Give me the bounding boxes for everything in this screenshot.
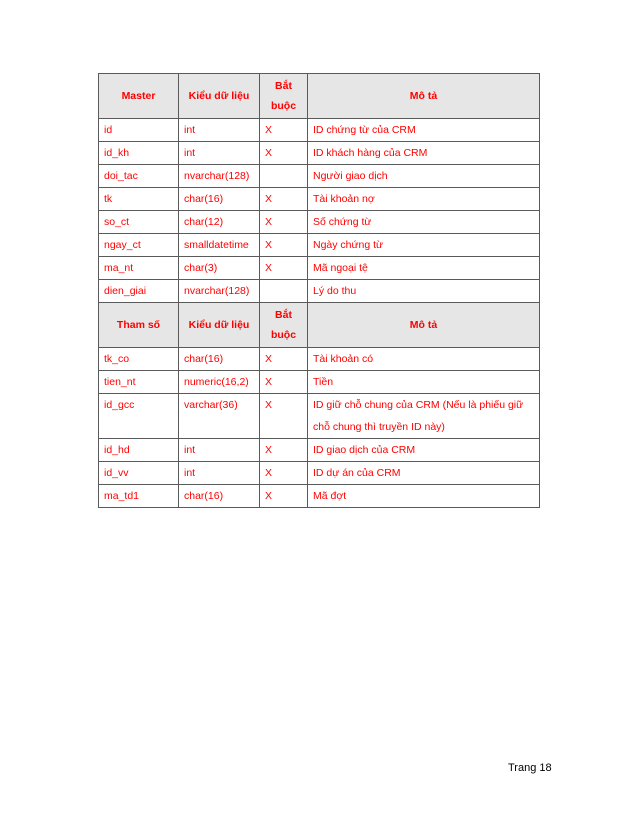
description-cell: Tài khoản nợ [308,188,540,211]
description-cell: ID chứng từ của CRM [308,119,540,142]
table-row [99,371,540,394]
field-spec-table [98,73,540,508]
param-header-row [99,303,540,348]
required-cell: X [260,188,308,211]
field-name-cell: id_kh [99,142,179,165]
required-cell: X [260,462,308,485]
description-cell: ID dự án của CRM [308,462,540,485]
data-type-cell: char(12) [179,211,260,234]
table-row [99,165,540,188]
field-name-cell: id_gcc [99,394,179,439]
table-row [99,348,540,371]
field-name-cell: ma_nt [99,257,179,280]
required-cell: X [260,439,308,462]
field-name-cell: dien_giai [99,280,179,303]
data-type-cell: numeric(16,2) [179,371,260,394]
description-cell: Người giao dịch [308,165,540,188]
data-type-cell: char(16) [179,485,260,508]
required-cell [260,165,308,188]
description-cell: Số chứng từ [308,211,540,234]
table-row [99,188,540,211]
field-name-cell: so_ct [99,211,179,234]
column-header-type: Kiểu dữ liệu [179,303,260,348]
required-cell: X [260,348,308,371]
column-header-description: Mô tả [308,303,540,348]
field-name-cell: tk_co [99,348,179,371]
column-header-required: Bắt buộc [260,303,308,348]
field-name-cell: id_hd [99,439,179,462]
table-row [99,119,540,142]
description-cell: Tiền [308,371,540,394]
field-name-cell: tk [99,188,179,211]
data-type-cell: char(3) [179,257,260,280]
data-type-cell: char(16) [179,348,260,371]
data-type-cell: int [179,119,260,142]
required-cell: X [260,234,308,257]
table-row [99,439,540,462]
required-cell: X [260,371,308,394]
data-type-cell: smalldatetime [179,234,260,257]
column-header-description: Mô tả [308,74,540,119]
field-name-cell: ma_td1 [99,485,179,508]
page-number: Trang 18 [508,762,552,774]
field-name-cell: ngay_ct [99,234,179,257]
field-name-cell: doi_tac [99,165,179,188]
table-row [99,485,540,508]
description-cell: Ngày chứng từ [308,234,540,257]
master-header-row [99,74,540,119]
data-type-cell: nvarchar(128) [179,165,260,188]
data-type-cell: int [179,142,260,165]
required-cell: X [260,211,308,234]
required-cell: X [260,485,308,508]
required-cell: X [260,257,308,280]
description-cell: Mã ngoại tệ [308,257,540,280]
description-cell: Tài khoản có [308,348,540,371]
table-row [99,394,540,439]
description-cell: ID khách hàng của CRM [308,142,540,165]
required-cell: X [260,119,308,142]
table-row [99,142,540,165]
description-cell: Mã đợt [308,485,540,508]
column-header-name: Master [99,74,179,119]
table-row [99,257,540,280]
description-cell: ID giao dịch của CRM [308,439,540,462]
data-type-cell: int [179,462,260,485]
description-cell: ID giữ chỗ chung của CRM (Nếu là phiếu giữ chỗ chung thì truyền ID này) [308,394,540,439]
table-row [99,280,540,303]
required-cell: X [260,394,308,439]
column-header-name: Tham số [99,303,179,348]
required-cell [260,280,308,303]
required-cell: X [260,142,308,165]
data-type-cell: char(16) [179,188,260,211]
field-name-cell: id_vv [99,462,179,485]
field-name-cell: id [99,119,179,142]
table-row [99,211,540,234]
field-name-cell: tien_nt [99,371,179,394]
data-type-cell: varchar(36) [179,394,260,439]
table-row [99,234,540,257]
column-header-type: Kiểu dữ liệu [179,74,260,119]
data-type-cell: int [179,439,260,462]
table-row [99,462,540,485]
data-type-cell: nvarchar(128) [179,280,260,303]
description-cell: Lý do thu [308,280,540,303]
column-header-required: Bắt buộc [260,74,308,119]
